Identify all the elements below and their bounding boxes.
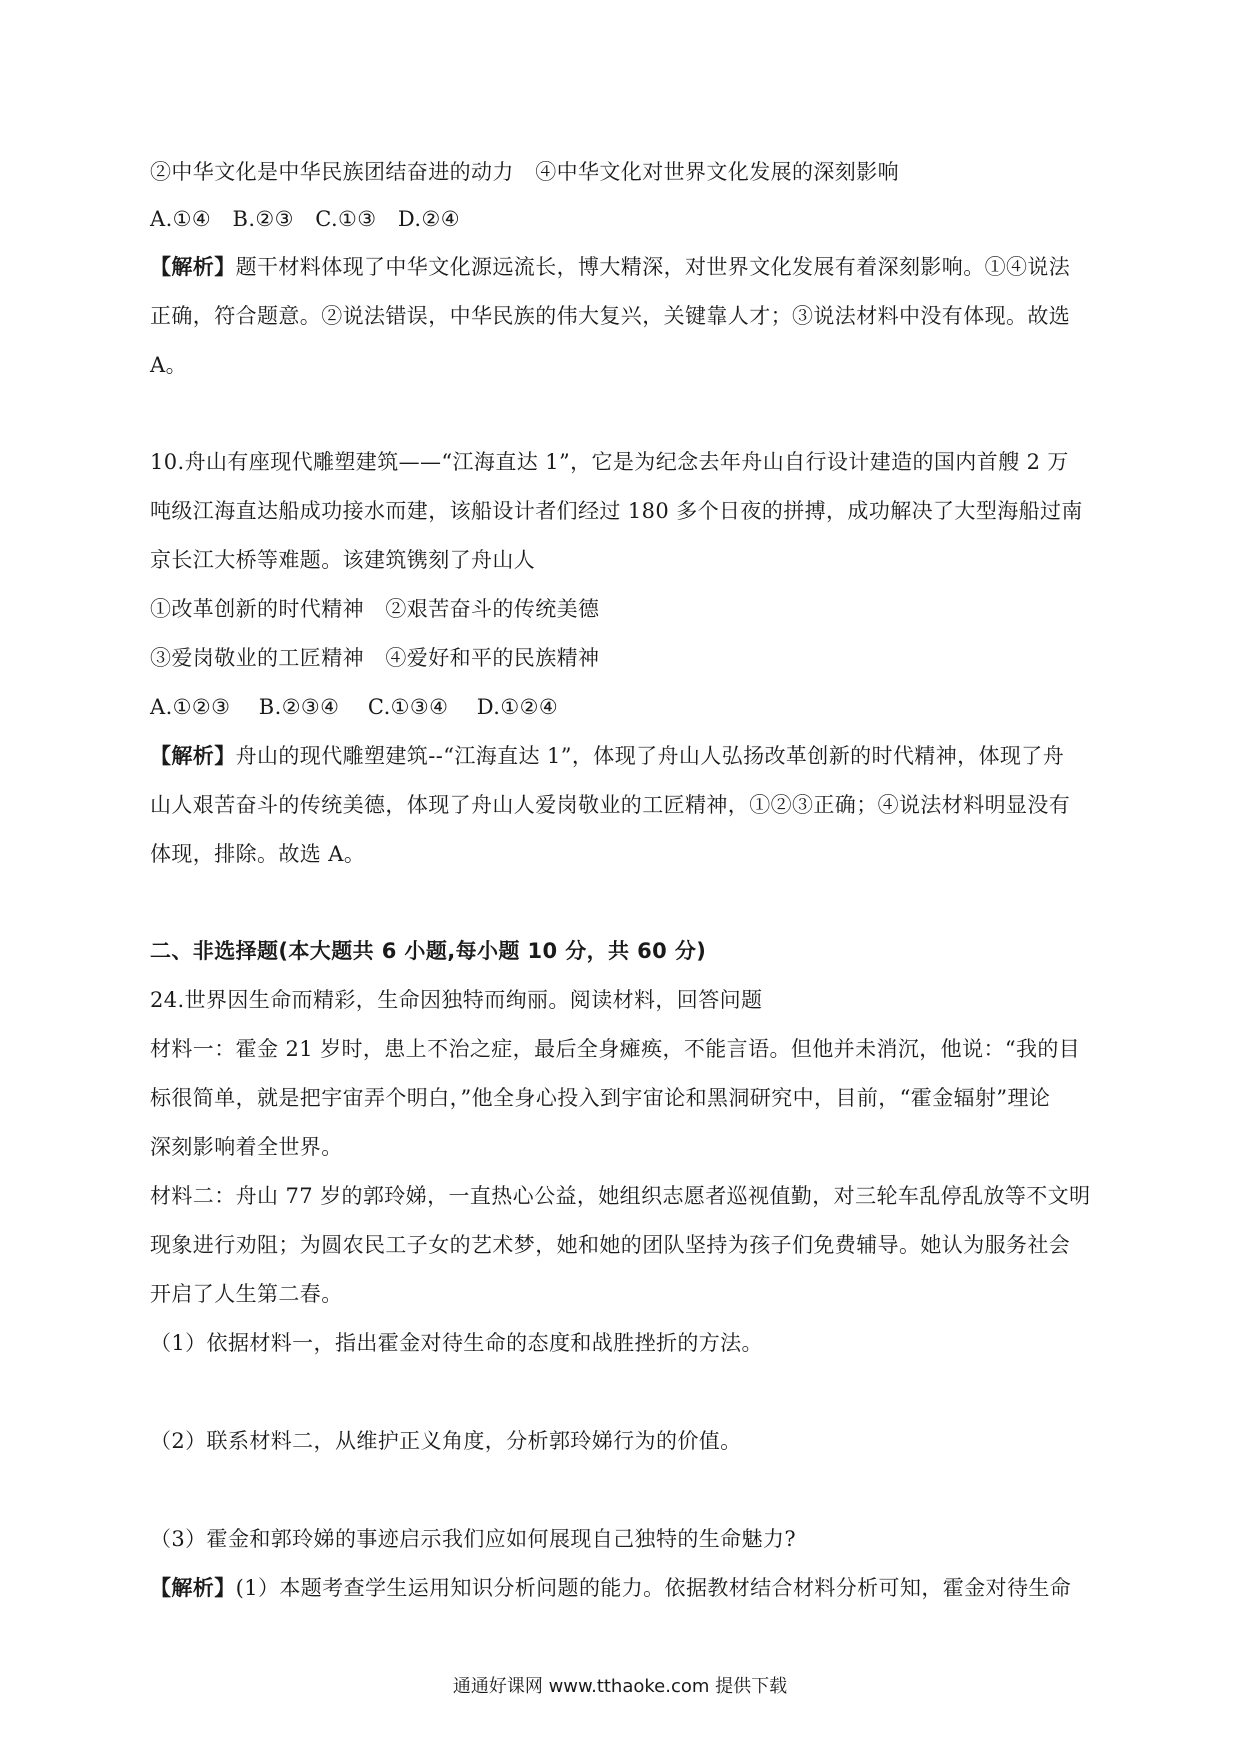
q10-option-line-2: ③爱岗敬业的工匠精神 ④爱好和平的民族精神: [150, 646, 600, 670]
q9-analysis-line-3: A。: [150, 353, 187, 377]
q24-sub-question-1: （1）依据材料一，指出霍金对待生命的态度和战胜挫折的方法。: [150, 1331, 763, 1355]
q24-material1-line-2: 标很简单，就是把宇宙弄个明白，”他全身心投入到宇宙论和黑洞研究中，目前，“霍金辐射”理论: [150, 1086, 1051, 1110]
q10-analysis-line-1: [150, 741, 1100, 771]
q24-analysis-line-1: [150, 1573, 1100, 1603]
q10-stem-line-2: 吨级江海直达船成功接水而建，该船设计者们经过 180 多个日夜的拼搏，成功解决了大型海船过南: [150, 499, 1083, 523]
q24-material2-line-3: 开启了人生第二春。: [150, 1282, 343, 1306]
q9-analysis-line-1: [150, 252, 1100, 282]
analysis-text: 题干材料体现了中华文化源远流长，博大精深，对世界文化发展有着深刻影响。①④说法: [235, 255, 1071, 279]
q10-stem-line-1: 10.舟山有座现代雕塑建筑——“江海直达 1”，它是为纪念去年舟山自行设计建造的国内首艘 2 万: [150, 450, 1069, 474]
analysis-tag: 【解析】: [150, 1575, 236, 1600]
q9-options-line: ②中华文化是中华民族团结奋进的动力 ④中华文化对世界文化发展的深刻影响: [150, 160, 899, 184]
q24-material2-line-1: 材料二：舟山 77 岁的郭玲娣，一直热心公益，她组织志愿者巡视值勤，对三轮车乱停乱放等不文明: [150, 1184, 1091, 1208]
q24-stem: 24.世界因生命而精彩，生命因独特而绚丽。阅读材料，回答问题: [150, 988, 763, 1012]
q24-sub-question-2: （2）联系材料二，从维护正义角度，分析郭玲娣行为的价值。: [150, 1429, 742, 1453]
q10-choices: A.①②③ B.②③④ C.①③④ D.①②④: [150, 695, 559, 719]
q10-analysis-line-3: 体现，排除。故选 A。: [150, 842, 366, 866]
q9-choices: A.①④ B.②③ C.①③ D.②④: [150, 207, 460, 231]
q24-material2-line-2: 现象进行劝阻；为圆农民工子女的艺术梦，她和她的团队坚持为孩子们免费辅导。她认为服务社会: [150, 1233, 1071, 1257]
section-heading: 二、非选择题(本大题共 6 小题,每小题 10 分，共 60 分): [150, 939, 707, 963]
q10-option-line-1: ①改革创新的时代精神 ②艰苦奋斗的传统美德: [150, 597, 600, 621]
page-footer: 通通好课网 www.tthaoke.com 提供下载: [452, 1676, 788, 1697]
q24-sub-question-3: （3）霍金和郭玲娣的事迹启示我们应如何展现自己独特的生命魅力?: [150, 1527, 797, 1551]
analysis-text: 舟山的现代雕塑建筑--“江海直达 1”，体现了舟山人弘扬改革创新的时代精神，体现了舟: [235, 744, 1065, 768]
analysis-tag: 【解析】: [150, 743, 236, 768]
q10-stem-line-3: 京长江大桥等难题。该建筑镌刻了舟山人: [150, 548, 536, 572]
q24-material1-line-1: 材料一：霍金 21 岁时，患上不治之症，最后全身瘫痪，不能言语。但他并未消沉，他说：“我的目: [150, 1037, 1081, 1061]
analysis-tag: 【解析】: [150, 254, 236, 279]
q9-analysis-line-2: 正确，符合题意。②说法错误，中华民族的伟大复兴，关键靠人才；③说法材料中没有体现。故选: [150, 304, 1071, 328]
q24-material1-line-3: 深刻影响着全世界。: [150, 1135, 343, 1159]
analysis-text: (1）本题考查学生运用知识分析问题的能力。依据教材结合材料分析可知，霍金对待生命: [235, 1576, 1072, 1600]
q10-analysis-line-2: 山人艰苦奋斗的传统美德，体现了舟山人爱岗敬业的工匠精神，①②③正确；④说法材料明显没有: [150, 793, 1071, 817]
